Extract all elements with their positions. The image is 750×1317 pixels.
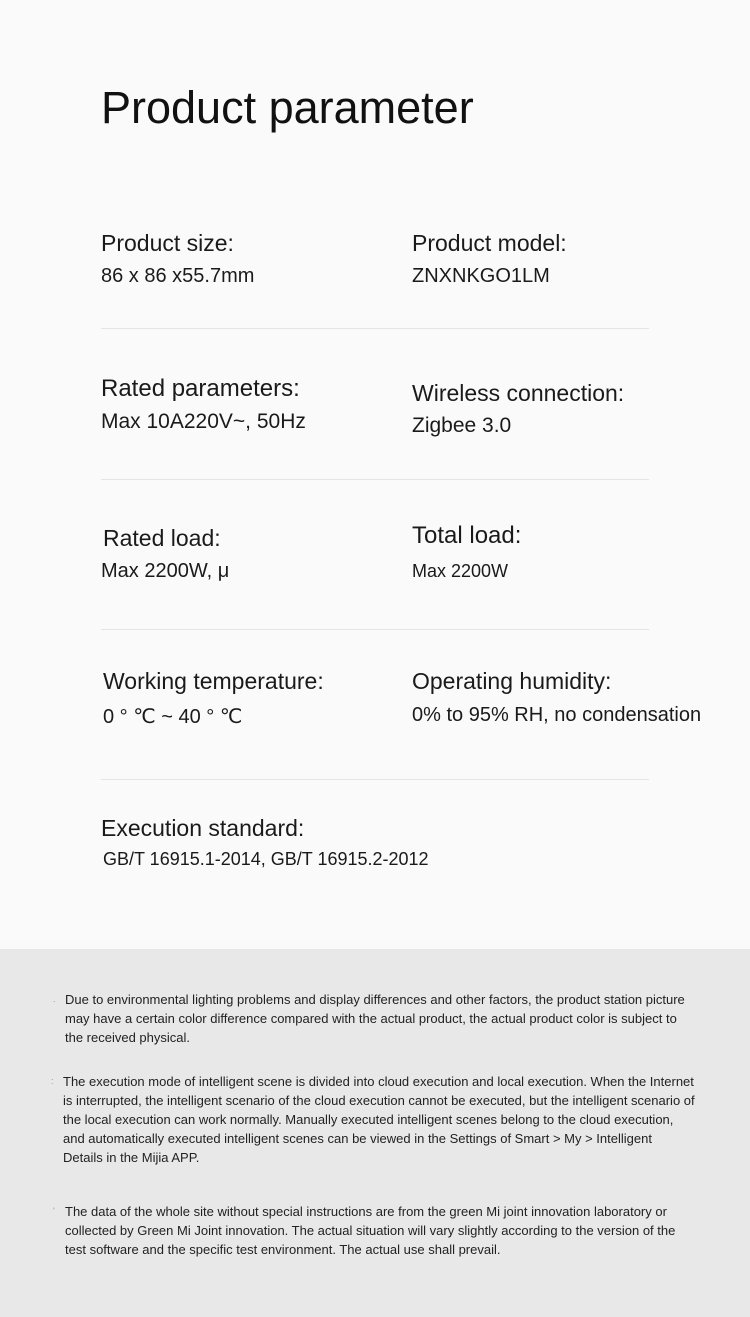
divider [101, 779, 649, 780]
param-label: Wireless connection: [412, 380, 625, 406]
param-product-model [412, 229, 567, 289]
note-marker: ' [53, 1206, 55, 1216]
param-value: Max 2200W, μ [101, 560, 230, 582]
param-value: 0% to 95% RH, no condensation [412, 704, 702, 726]
param-execution-standard [101, 814, 429, 872]
disclaimer-note [53, 1202, 697, 1259]
divider [101, 479, 649, 480]
param-working-temperature [103, 667, 324, 730]
param-label: Rated load: [103, 525, 221, 551]
divider [101, 328, 649, 329]
param-operating-humidity [412, 667, 701, 728]
param-value: GB/T 16915.1-2014, GB/T 16915.2-2012 [103, 849, 429, 869]
param-product-size [101, 229, 254, 289]
param-label: Execution standard: [101, 815, 305, 841]
note-marker: : [51, 1076, 54, 1086]
divider [101, 629, 649, 630]
disclaimer-section [0, 949, 750, 1317]
param-value: Max 2200W [412, 561, 509, 581]
param-value: Zigbee 3.0 [412, 414, 512, 437]
page-title: Product parameter [101, 82, 474, 133]
param-rated-load [103, 524, 229, 584]
param-value: 86 x 86 x55.7mm [101, 265, 255, 287]
disclaimer-note [53, 990, 697, 1047]
param-wireless-connection [412, 379, 624, 439]
disclaimer-note [51, 1072, 695, 1167]
param-value: ZNXNKGO1LM [412, 265, 550, 287]
param-value: Max 10A220V~, 50Hz [101, 410, 306, 433]
note-marker: . [53, 994, 56, 1004]
param-label: Product model: [412, 230, 567, 256]
note-text: Due to environmental lighting problems and display differences and other factors, the product station picture may have a certain color difference compared with the actual product, the actual product color is subject to the received physical. [65, 992, 685, 1045]
param-value: 0 ° ℃ ~ 40 ° ℃ [103, 706, 243, 728]
note-text: The execution mode of intelligent scene is divided into cloud execution and local execution. When the Internet is interrupted, the intelligent scenario of the cloud execution cannot be executed, but the intelligent scenario of the local execution can work normally. Manually executed intelligent scenes belong to the cloud execution, and automatically executed intelligent scenes can be viewed in the Settings of Smart > My > Intelligent Details in the Mijia APP. [63, 1074, 695, 1165]
param-label: Rated parameters: [101, 375, 300, 402]
param-label: Total load: [412, 522, 522, 549]
param-label: Product size: [101, 230, 234, 256]
param-label: Operating humidity: [412, 668, 612, 694]
param-rated-parameters [101, 375, 306, 435]
param-total-load [412, 522, 521, 584]
param-label: Working temperature: [103, 668, 324, 694]
note-text: The data of the whole site without special instructions are from the green Mi joint innovation laboratory or collected by Green Mi Joint innovation. The actual situation will vary slightly according to the version of the test software and the specific test environment. The actual use shall prevail. [65, 1204, 676, 1257]
